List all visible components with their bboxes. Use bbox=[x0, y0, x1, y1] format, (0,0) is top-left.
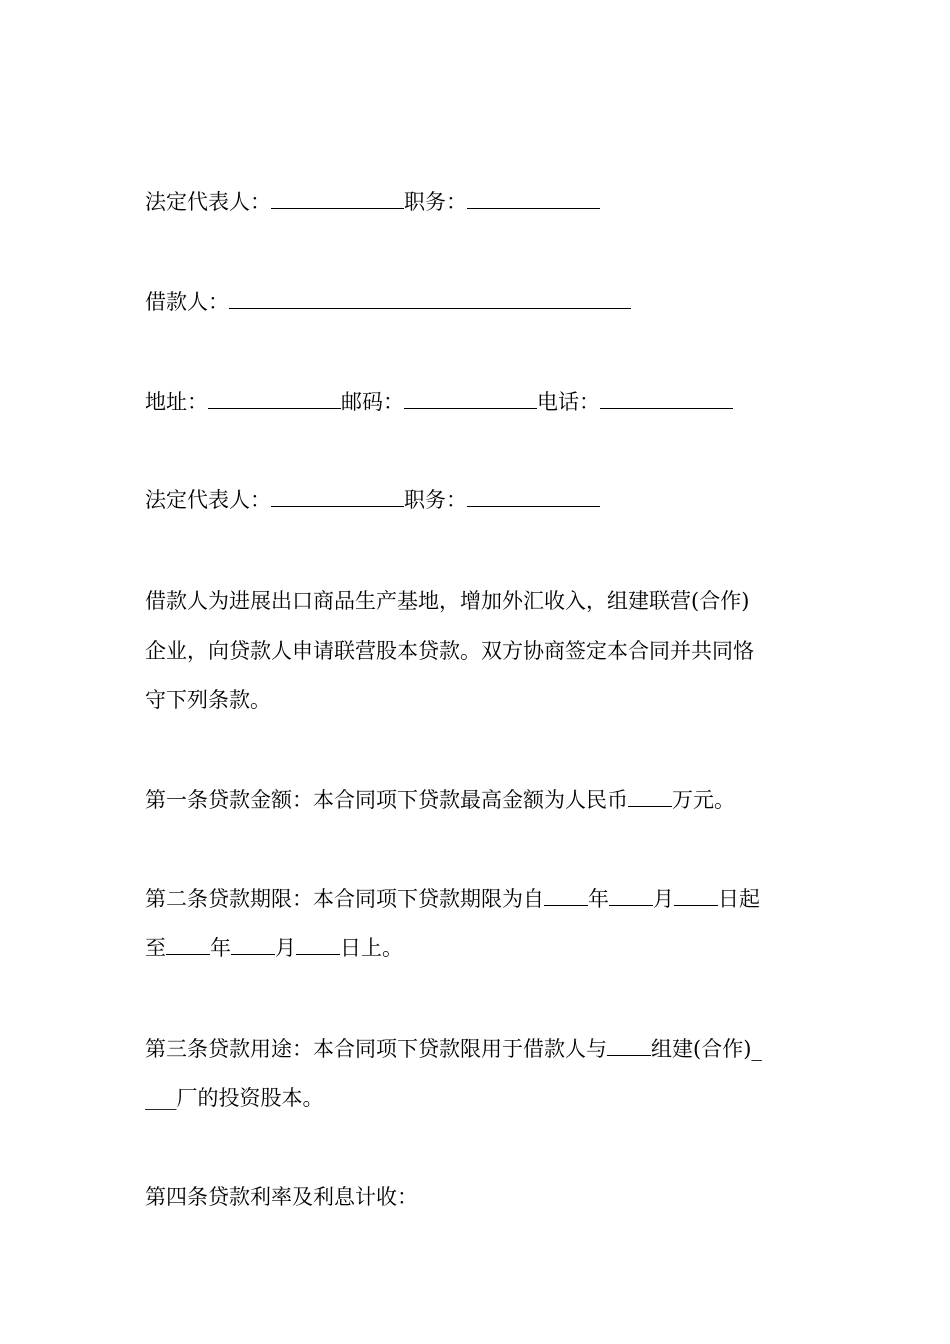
to-label: 至 bbox=[145, 936, 166, 960]
start-month-blank bbox=[609, 887, 653, 906]
article-1 bbox=[145, 786, 810, 814]
address-blank bbox=[208, 390, 341, 409]
amount-blank bbox=[628, 788, 672, 807]
position-blank bbox=[467, 488, 600, 507]
partner-blank bbox=[607, 1037, 651, 1056]
end-year-blank bbox=[166, 936, 210, 955]
legal-representative-label: 法定代表人： bbox=[145, 190, 271, 214]
borrower-line bbox=[145, 288, 810, 316]
year-label: 年 bbox=[588, 887, 609, 911]
phone-label: 电话： bbox=[537, 390, 600, 414]
legal-representative-label: 法定代表人： bbox=[145, 488, 271, 512]
article-3-joint: 组建(合作)_ bbox=[651, 1037, 762, 1061]
end-day-blank bbox=[296, 936, 340, 955]
day-end-label: 日上。 bbox=[340, 936, 403, 960]
start-day-blank bbox=[674, 887, 718, 906]
article-3-text: 第三条贷款用途：本合同项下贷款限用于借款人与 bbox=[145, 1037, 607, 1061]
article-2-text: 第二条贷款期限：本合同项下贷款期限为自 bbox=[145, 887, 544, 911]
phone-blank bbox=[600, 390, 733, 409]
borrower-blank bbox=[229, 290, 631, 309]
position-label: 职务： bbox=[404, 190, 467, 214]
preamble-line-3: 守下列条款。 bbox=[145, 688, 271, 712]
article-1-text: 第一条贷款金额：本合同项下贷款最高金额为人民币 bbox=[145, 788, 628, 812]
legal-representative-line-2 bbox=[145, 486, 810, 514]
postcode-blank bbox=[404, 390, 537, 409]
legal-representative-blank bbox=[271, 190, 404, 209]
article-4-title: 第四条贷款利率及利息计收： bbox=[145, 1185, 418, 1209]
article-1-unit: 万元。 bbox=[672, 788, 735, 812]
address-label: 地址： bbox=[145, 390, 208, 414]
start-year-blank bbox=[544, 887, 588, 906]
borrower-label: 借款人： bbox=[145, 290, 229, 314]
legal-representative-blank bbox=[271, 488, 404, 507]
position-blank bbox=[467, 190, 600, 209]
day-from-label: 日起 bbox=[718, 887, 760, 911]
address-line bbox=[145, 388, 810, 416]
preamble-line-2: 企业，向贷款人申请联营股本贷款。双方协商签定本合同并共同恪 bbox=[145, 639, 754, 663]
preamble-line-1: 借款人为进展出口商品生产基地，增加外汇收入，组建联营(合作) bbox=[145, 589, 750, 613]
article-2-line-2 bbox=[145, 934, 810, 962]
article-3-line-1 bbox=[145, 1035, 810, 1063]
month-label: 月 bbox=[275, 936, 296, 960]
article-3-line-2: ___厂的投资股本。 bbox=[145, 1086, 324, 1110]
position-label: 职务： bbox=[404, 488, 467, 512]
year-label: 年 bbox=[210, 936, 231, 960]
end-month-blank bbox=[231, 936, 275, 955]
postcode-label: 邮码： bbox=[341, 390, 404, 414]
article-2-line-1 bbox=[145, 885, 810, 913]
legal-representative-line-1 bbox=[145, 188, 810, 216]
month-label: 月 bbox=[653, 887, 674, 911]
